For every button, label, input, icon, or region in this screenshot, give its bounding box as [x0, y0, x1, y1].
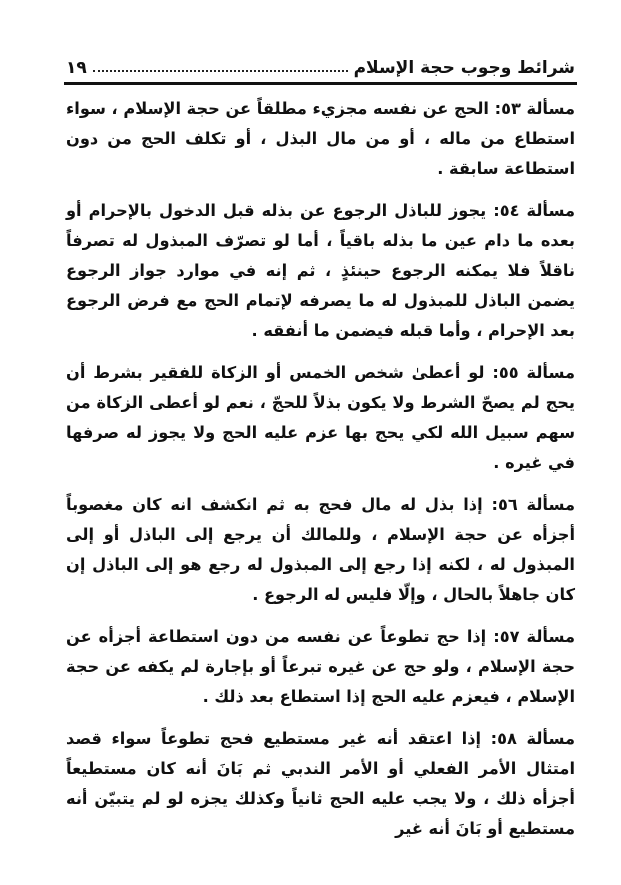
header-divider — [64, 82, 577, 85]
page-header — [66, 48, 575, 78]
question-text: الحج عن نفسه مجزيء مطلقاً عن حجة الإسلام ، سواء استطاع من ماله ، أو من مال البذل ، أو تكلف الحج من دون استطاعة سابقة . — [66, 99, 575, 178]
question-text: يجوز للباذل الرجوع عن بذله قبل الدخول بالإحرام أو بعده ما دام عين ما بذله باقياً ، أما لو تصرّف المبذول له تصرفاً ناقلاً فلا يمكنه الرجوع حينئذٍ ، ثم إنه في موارد جواز الرجوع يضمن الباذل للمبذول له ما يصرفه لإتمام الحج مع فرض الرجوع بعد الإحرام ، وأما قبله فيضمن ما أنفقه . — [66, 201, 575, 340]
header-leader-dots — [93, 69, 348, 72]
question-paragraph — [66, 94, 575, 184]
question-text: إذا حج تطوعاً عن نفسه من دون استطاعة أجزأه عن حجة الإسلام ، ولو حج عن غيره تبرعاً أو بإجارة لم يكفه عن حجة الإسلام ، فيعزم عليه الحج إذا استطاع بعد ذلك . — [66, 627, 575, 706]
question-label: مسألة ٥٥: — [492, 363, 576, 382]
page-number: ١٩ — [66, 58, 87, 78]
question-label: مسألة ٥٤: — [493, 201, 576, 220]
question-text: إذا بذل له مال فحج به ثم انكشف انه كان مغصوباً أجزأه عن حجة الإسلام ، وللمالك أن يرجع إلى الباذل أو إلى المبذول له ، لكنه إذا رجع إلى المبذول له رجع هو إلى الباذل إن كان جاهلاً بالحال ، وإلّا فليس له الرجوع . — [66, 495, 575, 604]
question-label: مسألة ٥٣: — [494, 99, 575, 118]
question-paragraph — [66, 724, 575, 844]
question-paragraph — [66, 490, 575, 610]
running-title: شرائط وجوب حجة الإسلام — [353, 58, 575, 78]
question-label: مسألة ٥٧: — [493, 627, 575, 646]
question-text: لو أعطىٰ شخص الخمس أو الزكاة للفقير بشرط أن يحج لم يصحّ الشرط ولا يكون بذلاً للحجّ ، نعم لو أعطى الزكاة من سهم سبيل الله لكي يحج بها عزم عليه الحج ولا يجوز له صرفها في غيره . — [66, 363, 575, 472]
question-paragraph — [66, 622, 575, 712]
question-paragraph — [66, 358, 575, 478]
question-text: إذا اعتقد أنه غير مستطيع فحج تطوعاً سواء قصد امتثال الأمر الفعلي أو الأمر الندبي ثم بَانَ أنه كان مستطيعاً أجزأه ذلك ، ولا يجب عليه الحج ثانياً وكذلك يجزه لو لم يتبيّن أنه مستطيع أو بَانَ أنه غير — [66, 729, 575, 838]
question-label: مسألة ٥٦: — [491, 495, 576, 514]
question-label: مسألة ٥٨: — [490, 729, 575, 748]
question-paragraph — [66, 196, 575, 346]
page-body — [66, 94, 575, 856]
